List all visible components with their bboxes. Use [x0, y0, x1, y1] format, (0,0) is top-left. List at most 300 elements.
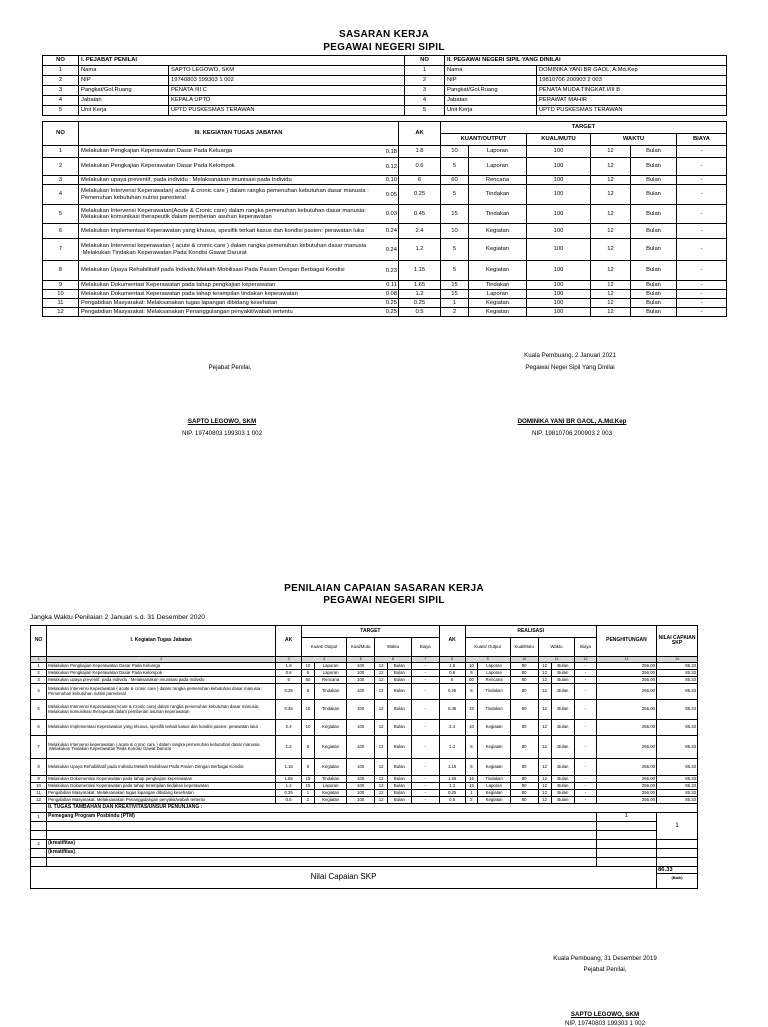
cell-no: 12: [31, 797, 47, 804]
identity-label-2: Nama: [445, 66, 537, 76]
row-kegiatan: [79, 299, 399, 308]
cell-ro: Tindakan: [478, 684, 510, 700]
cell-tk: 100: [347, 759, 375, 776]
cell-tw: 12: [375, 736, 388, 759]
row-kual: 100: [527, 185, 591, 205]
t2-kreatif-no: 2: [31, 840, 47, 849]
t2-tambahan-count: 1: [596, 813, 656, 822]
cell-keg: Melakukan Intervensi keperawatan ( acute & cronic care ) dalam rangka pemenuhan kebutuhan dasar manusia :Melakukan Tindakan Keperawatan Pada Kondisi Gawat Darurat: [47, 736, 276, 759]
cell-ak: 0.5: [276, 797, 302, 804]
column-number: 3: [276, 657, 302, 663]
cell-tw: 12: [375, 700, 388, 720]
cell-twu: Bulan: [388, 790, 412, 797]
keg-col-waktu: WAKTU: [591, 134, 677, 146]
cell-twu: Bulan: [388, 663, 412, 670]
cell-ak: 0.25: [276, 790, 302, 797]
cell-to: Tindakan: [314, 776, 346, 783]
cell-to: Rencana: [314, 677, 346, 684]
row-no: 4: [43, 185, 79, 205]
row-ak: 1.2: [399, 290, 441, 299]
t2-real-biaya: Biaya: [575, 638, 597, 657]
row-biaya: -: [677, 158, 727, 176]
cell-rb: -: [575, 790, 597, 797]
cell-tb: -: [411, 720, 439, 736]
cell-rwu: Bulan: [551, 776, 575, 783]
cell-tn: 5: [302, 759, 315, 776]
t2-empty-cell: [31, 831, 47, 840]
cell-rwu: Bulan: [551, 783, 575, 790]
cell-rwu: Bulan: [551, 670, 575, 677]
column-number: 12: [575, 657, 597, 663]
cell-twu: Bulan: [388, 720, 412, 736]
cell-rn: 60: [465, 677, 478, 684]
identity-value-2: PERAWAT MAHIR: [537, 96, 727, 106]
cell-rk: 80: [510, 663, 538, 670]
doc2-title: PENILAIAN CAPAIAN SASARAN KERJA: [284, 583, 484, 594]
t2-col-ak-realisasi: AK: [439, 626, 465, 657]
cell-twu: Bulan: [388, 700, 412, 720]
row-waktu-unit: Bulan: [631, 290, 677, 299]
cell-ro: Tindakan: [478, 700, 510, 720]
cell-ak: 6: [276, 677, 302, 684]
cell-no: 9: [31, 776, 47, 783]
row-kegiatan: [79, 239, 399, 261]
cell-keg: Melakukan Dokumentasi Keperawatan pada tahap pengkajian keperawatan: [47, 776, 276, 783]
identity-value: KEPALA UPTD: [169, 96, 405, 106]
cell-ro: Kegiatan: [478, 759, 510, 776]
row-ak: 0.5: [399, 308, 441, 317]
row-kegiatan: [79, 281, 399, 290]
identity-no: 5: [43, 106, 79, 116]
identity-no-2: 4: [405, 96, 445, 106]
row-waktu-unit: Bulan: [631, 299, 677, 308]
cell-rk: 80: [510, 759, 538, 776]
row-ak: 0.6: [399, 158, 441, 176]
row-waktu-num: 12: [591, 290, 631, 299]
row-no: 2: [43, 158, 79, 176]
row-waktu-unit: Bulan: [631, 239, 677, 261]
row-biaya: -: [677, 308, 727, 317]
cell-tk: 100: [347, 790, 375, 797]
cell-n: 85.33: [657, 720, 698, 736]
cell-tb: -: [411, 677, 439, 684]
cell-n: 85.33: [657, 776, 698, 783]
cell-rb: -: [575, 677, 597, 684]
doc2-role: Pejabat Penilai,: [583, 966, 627, 973]
t2-real-kual: Kual/Mutu: [510, 638, 538, 657]
cell-rk: 80: [510, 776, 538, 783]
doc1-left-role: Pejabat Penilai,: [208, 364, 252, 371]
table-row: [31, 797, 698, 804]
cell-tk: 100: [347, 663, 375, 670]
row-kegiatan: [79, 185, 399, 205]
row-kuant-num: 10: [441, 224, 469, 239]
cell-no: 3: [31, 677, 47, 684]
cell-n: 85.33: [657, 759, 698, 776]
cell-ro: Rencana: [478, 677, 510, 684]
row-kegiatan: [79, 308, 399, 317]
cell-rak: 0.6: [439, 670, 465, 677]
row-ak: 1.65: [399, 281, 441, 290]
table-row: [31, 677, 698, 684]
identity-no-2: 1: [405, 66, 445, 76]
keg-col-target: TARGET: [441, 122, 727, 134]
row-kegiatan-text: Melakukan Upaya Rehabilitatif pada Individu:Melatih Mobilisasi Pada Pasien Dengan Berbagai Kondisi: [81, 267, 345, 274]
row-kuant-num: 15: [441, 205, 469, 224]
row-no: 11: [43, 299, 79, 308]
row-kegiatan: [79, 224, 399, 239]
cell-rw: 12: [538, 663, 551, 670]
pejabat-penilai-header: I. PEJABAT PENILAI: [79, 56, 405, 66]
cell-rw: 12: [538, 776, 551, 783]
t2-target-biaya: Biaya: [411, 638, 439, 657]
cell-rk: 80: [510, 700, 538, 720]
cell-rn: 15: [465, 700, 478, 720]
cell-no: 5: [31, 700, 47, 720]
column-number: 4: [302, 657, 347, 663]
cell-rn: 5: [465, 759, 478, 776]
row-waktu-num: 12: [591, 308, 631, 317]
cell-rk: 80: [510, 736, 538, 759]
cell-no: 7: [31, 736, 47, 759]
cell-rn: 2: [465, 797, 478, 804]
cell-ro: Laporan: [478, 663, 510, 670]
cell-tb: -: [411, 684, 439, 700]
row-koefisien: 0.03: [385, 210, 397, 217]
cell-rw: 12: [538, 759, 551, 776]
row-kual: 100: [527, 176, 591, 185]
cell-tb: -: [411, 670, 439, 677]
row-kegiatan-text: Pengabdian Masyarakat: Melaksanakan Penanggulangan penyakit/wabah tertentu: [81, 308, 293, 315]
t2-tambahan-no: [31, 804, 47, 813]
identity-label: Nama: [79, 66, 169, 76]
cell-twu: Bulan: [388, 677, 412, 684]
column-number: 10: [510, 657, 538, 663]
identity-label: Unit Kerja: [79, 106, 169, 116]
column-number: 5: [347, 657, 375, 663]
row-kual: 100: [527, 224, 591, 239]
row-biaya: -: [677, 261, 727, 281]
row-kual: 100: [527, 239, 591, 261]
cell-keg: Melakukan Pengkajian Keperawatan Dasar Pada Keluarga: [47, 663, 276, 670]
cell-twu: Bulan: [388, 797, 412, 804]
cell-to: Kegiatan: [314, 790, 346, 797]
col-no: NO: [43, 56, 79, 66]
row-kuant-output: Laporan: [469, 290, 527, 299]
row-no: 3: [43, 176, 79, 185]
cell-n: 85.33: [657, 670, 698, 677]
t2-target-waktu: Waktu: [375, 638, 412, 657]
row-waktu-unit: Bulan: [631, 176, 677, 185]
row-kuant-num: 5: [441, 185, 469, 205]
t2-target-kual: Kual/Mutu: [347, 638, 375, 657]
cell-p: 256.00: [596, 783, 656, 790]
row-koefisien: 0.18: [385, 148, 397, 155]
row-ak: 0.25: [399, 185, 441, 205]
row-no: 9: [43, 281, 79, 290]
row-biaya: -: [677, 205, 727, 224]
row-kuant-num: 5: [441, 261, 469, 281]
cell-rak: 0.5: [439, 797, 465, 804]
row-waktu-num: 12: [591, 224, 631, 239]
table-row: [43, 224, 727, 239]
identity-label-2: Unit Kerja: [445, 106, 537, 116]
identity-label: Pangkat/Gol.Ruang: [79, 86, 169, 96]
cell-p: 256.00: [596, 736, 656, 759]
cell-ak: 0.25: [276, 684, 302, 700]
cell-rb: -: [575, 776, 597, 783]
cell-rn: 10: [465, 663, 478, 670]
cell-rb: -: [575, 736, 597, 759]
cell-keg: Melakukan Intervensi Keperawatan ( acute & cronic care ) dalam rangka pemenuhan kebutuhan dasar manusia : Pemenuhan kebutuhan nutrisi parenteral: [47, 684, 276, 700]
row-ak: 1.8: [399, 146, 441, 158]
cell-no: 6: [31, 720, 47, 736]
identity-label: NIP: [79, 76, 169, 86]
row-koefisien: 0.05: [385, 191, 397, 198]
row-no: 7: [43, 239, 79, 261]
column-number: 1: [31, 657, 47, 663]
keg-col-kual: KUAL/MUTU: [527, 134, 591, 146]
row-waktu-num: 12: [591, 158, 631, 176]
row-kegiatan: [79, 146, 399, 158]
cell-tw: 12: [375, 684, 388, 700]
cell-to: Kegiatan: [314, 797, 346, 804]
row-kegiatan: [79, 158, 399, 176]
cell-tw: 12: [375, 776, 388, 783]
cell-rwu: Bulan: [551, 684, 575, 700]
keg-col-kegiatan: III. KEGIATAN TUGAS JABATAN: [79, 122, 399, 146]
cell-tk: 100: [347, 720, 375, 736]
kegiatan-target-table: [42, 121, 727, 317]
t2-real-kuant: Kuant/ Output: [465, 638, 510, 657]
row-kegiatan: [79, 176, 399, 185]
cell-rw: 12: [538, 677, 551, 684]
cell-keg: Melakukan Implementasi Keperawatan yang khusus, spesifik terkait kasus dan kondisi pasien: perawatan luka: [47, 720, 276, 736]
cell-tn: 15: [302, 700, 315, 720]
cell-rk: 80: [510, 783, 538, 790]
cell-no: 4: [31, 684, 47, 700]
identity-no-2: 2: [405, 76, 445, 86]
cell-tn: 10: [302, 720, 315, 736]
t2-col-ak: AK: [276, 626, 302, 657]
nilai-capaian-grade: (Baik): [671, 875, 683, 881]
row-kual: 100: [527, 290, 591, 299]
table-row: [31, 790, 698, 797]
cell-to: Laporan: [314, 663, 346, 670]
row-kual: 100: [527, 299, 591, 308]
cell-no: 11: [31, 790, 47, 797]
table-row: [31, 783, 698, 790]
table-row: [31, 684, 698, 700]
row-koefisien: 0.08: [385, 290, 397, 297]
cell-rak: 0.45: [439, 700, 465, 720]
cell-to: Laporan: [314, 670, 346, 677]
nilai-capaian-value: 86.33: [657, 867, 697, 874]
cell-tn: 1: [302, 790, 315, 797]
column-number: 8: [439, 657, 465, 663]
doc2-period: Jangka Waktu Penilaian 2 Januari s.d. 31 Desember 2020: [30, 614, 206, 621]
table-row: [43, 308, 727, 317]
row-no: 8: [43, 261, 79, 281]
row-kual: 100: [527, 146, 591, 158]
table-row: [31, 720, 698, 736]
row-koefisien: 0.11: [386, 281, 397, 288]
doc2-subtitle: PEGAWAI NEGERI SIPIL: [323, 595, 445, 606]
table-row: [31, 663, 698, 670]
cell-tk: 100: [347, 783, 375, 790]
doc1-left-signer-name: SAPTO LEGOWO, SKM: [187, 418, 257, 425]
row-waktu-unit: Bulan: [631, 261, 677, 281]
row-waktu-num: 12: [591, 299, 631, 308]
cell-tb: -: [411, 700, 439, 720]
cell-rn: 1: [465, 790, 478, 797]
doc1-subtitle: PEGAWAI NEGERI SIPIL: [323, 42, 445, 53]
cell-to: Tindakan: [314, 700, 346, 720]
cell-no: 10: [31, 783, 47, 790]
row-koefisien: 0.24: [385, 227, 397, 234]
cell-rb: -: [575, 720, 597, 736]
cell-ak: 1.2: [276, 736, 302, 759]
t2-empty-cell: [596, 858, 656, 867]
identity-value: SAPTO LEGOWO, SKM: [169, 66, 405, 76]
cell-rk: 80: [510, 790, 538, 797]
cell-n: 85.33: [657, 663, 698, 670]
row-kegiatan-text: Melakukan Intervensi keperawatan ( acute & cronic care ) dalam rangka pemenuhan kebutuhan dasar manusia :Melakukan Tindakan Keperawatan Pada Kondisi Gawat Darurat: [81, 243, 367, 256]
doc1-left-signer-nip: NIP. 19740803 199303 1 002: [181, 430, 263, 437]
cell-rn: 10: [465, 720, 478, 736]
cell-keg: Melakukan Upaya Rehabilitatif pada Individu:Melatih Mobilisasi Pada Pasien Dengan Berbagai Kondisi: [47, 759, 276, 776]
table-row: [43, 158, 727, 176]
row-kual: 100: [527, 205, 591, 224]
column-number: 6: [375, 657, 412, 663]
cell-tk: 100: [347, 670, 375, 677]
table-row: [43, 146, 727, 158]
cell-tb: -: [411, 663, 439, 670]
keg-col-biaya: BIAYA: [677, 134, 727, 146]
cell-rn: 15: [465, 776, 478, 783]
cell-rak: 1.2: [439, 783, 465, 790]
identity-value-2: UPTD PUSKESMAS TERAWAN: [537, 106, 727, 116]
row-no: 1: [43, 146, 79, 158]
row-biaya: -: [677, 281, 727, 290]
cell-tn: 60: [302, 677, 315, 684]
identity-no: 2: [43, 76, 79, 86]
row-kegiatan: [79, 261, 399, 281]
cell-tk: 100: [347, 677, 375, 684]
cell-rak: 1.2: [439, 736, 465, 759]
t2-empty-cell: [596, 840, 656, 849]
identity-no: 3: [43, 86, 79, 96]
cell-p: 256.00: [596, 700, 656, 720]
t2-empty-cell: [47, 858, 597, 867]
t2-col-realisasi: REALISASI: [465, 626, 596, 638]
row-biaya: -: [677, 239, 727, 261]
row-waktu-unit: Bulan: [631, 185, 677, 205]
cell-p: 256.00: [596, 790, 656, 797]
row-ak: 1.2: [399, 239, 441, 261]
row-waktu-num: 12: [591, 176, 631, 185]
cell-tb: -: [411, 759, 439, 776]
cell-to: Kegiatan: [314, 720, 346, 736]
row-koefisien: 0.25: [385, 308, 397, 315]
table-row: [31, 736, 698, 759]
row-kuant-num: 5: [441, 239, 469, 261]
cell-ro: Kegiatan: [478, 790, 510, 797]
cell-rb: -: [575, 783, 597, 790]
cell-tw: 12: [375, 663, 388, 670]
row-kuant-num: 2: [441, 308, 469, 317]
row-waktu-unit: Bulan: [631, 224, 677, 239]
cell-rb: -: [575, 759, 597, 776]
t2-empty-cell: [657, 849, 698, 858]
table-row: [43, 185, 727, 205]
row-biaya: -: [677, 176, 727, 185]
row-waktu-num: 12: [591, 146, 631, 158]
table-row: [43, 261, 727, 281]
cell-tw: 12: [375, 790, 388, 797]
cell-ak: 1.15: [276, 759, 302, 776]
doc1-right-signer-nip: NIP. 19810706 200903 2 003: [531, 430, 613, 437]
row-kual: 100: [527, 308, 591, 317]
cell-rk: 80: [510, 797, 538, 804]
cell-rw: 12: [538, 720, 551, 736]
cell-rw: 12: [538, 684, 551, 700]
cell-twu: Bulan: [388, 736, 412, 759]
row-waktu-unit: Bulan: [631, 205, 677, 224]
identity-no-2: 3: [405, 86, 445, 96]
row-kegiatan-text: Melakukan Pengkajian Keperawatan Dasar Pada Kelompok: [81, 163, 235, 170]
cell-no: 8: [31, 759, 47, 776]
cell-rak: 0.25: [439, 684, 465, 700]
cell-rwu: Bulan: [551, 677, 575, 684]
row-no: 5: [43, 205, 79, 224]
row-kuant-output: Tindakan: [469, 281, 527, 290]
cell-twu: Bulan: [388, 783, 412, 790]
cell-ro: Kegiatan: [478, 720, 510, 736]
row-kuant-output: Kegiatan: [469, 261, 527, 281]
cell-rak: 0.25: [439, 790, 465, 797]
identity-label-2: NIP: [445, 76, 537, 86]
cell-rb: -: [575, 700, 597, 720]
row-kual: 100: [527, 281, 591, 290]
cell-tw: 12: [375, 670, 388, 677]
row-biaya: -: [677, 146, 727, 158]
table-row: [31, 700, 698, 720]
cell-tn: 2: [302, 797, 315, 804]
t2-col-penghitungan: PENGHITUNGAN: [596, 626, 656, 657]
cell-p: 256.00: [596, 797, 656, 804]
cell-tn: 10: [302, 663, 315, 670]
cell-rwu: Bulan: [551, 797, 575, 804]
t2-empty-cell: [47, 831, 597, 840]
cell-tw: 12: [375, 720, 388, 736]
cell-rak: 6: [439, 677, 465, 684]
row-kuant-output: Laporan: [469, 158, 527, 176]
cell-rwu: Bulan: [551, 759, 575, 776]
cell-n: 85.33: [657, 700, 698, 720]
cell-ro: Tindakan: [478, 776, 510, 783]
cell-twu: Bulan: [388, 776, 412, 783]
t2-empty-cell: [596, 831, 656, 840]
identity-value: UPTD PUSKESMAS TERAWAN: [169, 106, 405, 116]
cell-tn: 15: [302, 783, 315, 790]
cell-p: 256.00: [596, 776, 656, 783]
cell-to: Laporan: [314, 783, 346, 790]
table-row: [43, 176, 727, 185]
t2-tambahan-item-no: 1: [31, 813, 47, 822]
t2-col-target: TARGET: [302, 626, 440, 638]
cell-ak: 0.45: [276, 700, 302, 720]
